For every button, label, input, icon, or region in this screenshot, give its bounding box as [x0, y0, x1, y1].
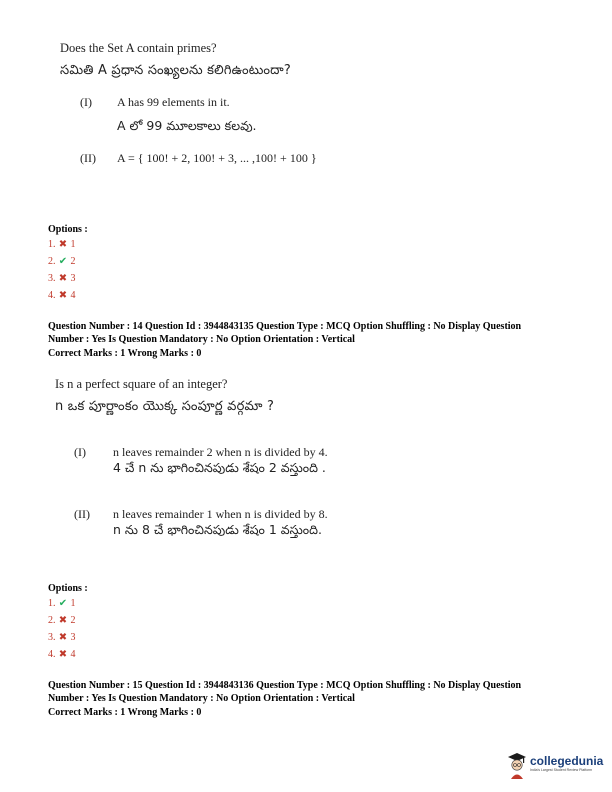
q13-options-title: Options :: [48, 224, 88, 235]
q14-meta-line2: Number : Yes Is Question Mandatory : No Option Orientation : Vertical: [48, 334, 355, 345]
q14-stmt1-label: (I): [74, 445, 86, 459]
q14-question-en: Is n a perfect square of an integer?: [55, 377, 228, 391]
option-number: 1.: [48, 598, 56, 609]
q14-stmt2-en: n leaves remainder 1 when n is divided by 8.: [113, 507, 328, 521]
q15-meta-line3: Correct Marks : 1 Wrong Marks : 0: [48, 707, 202, 718]
option-text: 3: [70, 273, 76, 284]
q14-options-title: Options :: [48, 583, 88, 594]
logo-name: collegedunia: [530, 754, 604, 768]
option-number: 2.: [48, 615, 56, 626]
q13-option-3: [48, 273, 76, 290]
option-number: 2.: [48, 256, 56, 267]
q14-option-2: [48, 615, 76, 632]
q13-stmt1-label: (I): [80, 95, 92, 109]
check-icon: ✔: [58, 598, 68, 609]
q14-meta-line1: Question Number : 14 Question Id : 3944843135 Question Type : MCQ Option Shuffling : No Display Question: [48, 321, 522, 332]
q13-stmt2-en: A = { 100! + 2, 100! + 3, ... ,100! + 100 }: [117, 151, 317, 165]
q14-option-1: [48, 598, 76, 615]
q13-options: [48, 239, 76, 307]
q14-stmt2-label: (II): [74, 507, 90, 521]
option-text: 4: [70, 649, 76, 660]
q13-option-4: [48, 290, 76, 307]
cross-icon: ✖: [58, 273, 68, 284]
q14-option-4: [48, 649, 76, 666]
cross-icon: ✖: [58, 649, 68, 660]
q15-meta-line2: Number : Yes Is Question Mandatory : No Option Orientation : Vertical: [48, 693, 355, 704]
cross-icon: ✖: [58, 615, 68, 626]
q14-question-te: n ఒక పూర్ణాంకం యొక్క సంపూర్ణ వర్గమా ?: [55, 399, 275, 414]
option-number: 4.: [48, 649, 56, 660]
q13-stmt2-label: (II): [80, 151, 96, 165]
check-icon: ✔: [58, 256, 68, 267]
logo-tagline: India's Largest Student Review Platform: [530, 768, 593, 772]
q13-question-en: Does the Set A contain primes?: [60, 41, 217, 55]
q13-question-te: సమితి A ప్రధాన సంఖ్యలను కలిగిఉంటుందా?: [60, 63, 291, 78]
option-text: 1: [70, 239, 76, 250]
q13-stmt1-en: A has 99 elements in it.: [117, 95, 230, 109]
q13-option-1: [48, 239, 76, 256]
option-text: 3: [70, 632, 76, 643]
cross-icon: ✖: [58, 632, 68, 643]
option-number: 3.: [48, 273, 56, 284]
q15-meta-line1: Question Number : 15 Question Id : 3944843136 Question Type : MCQ Option Shuffling : No Display Question: [48, 680, 522, 691]
q13-stmt1-te: A లో 99 మూలకాలు కలవు.: [117, 118, 257, 133]
graduate-mascot-icon: [506, 750, 528, 780]
option-number: 3.: [48, 632, 56, 643]
option-text: 2: [70, 256, 76, 267]
option-number: 1.: [48, 239, 56, 250]
q14-stmt1-te: 4 చే n ను భాగించినపుడు శేషం 2 వస్తుంది .: [113, 460, 326, 475]
q14-stmt2-te: n ను 8 చే భాగించినపుడు శేషం 1 వస్తుంది.: [113, 522, 322, 537]
option-number: 4.: [48, 290, 56, 301]
collegedunia-logo: [506, 748, 606, 782]
option-text: 4: [70, 290, 76, 301]
q14-meta-line3: Correct Marks : 1 Wrong Marks : 0: [48, 348, 202, 359]
cross-icon: ✖: [58, 239, 68, 250]
option-text: 2: [70, 615, 76, 626]
cross-icon: ✖: [58, 290, 68, 301]
q14-stmt1-en: n leaves remainder 2 when n is divided by 4.: [113, 445, 328, 459]
option-text: 1: [70, 598, 76, 609]
q13-option-2: [48, 256, 76, 273]
q14-options: [48, 598, 76, 666]
q14-option-3: [48, 632, 76, 649]
